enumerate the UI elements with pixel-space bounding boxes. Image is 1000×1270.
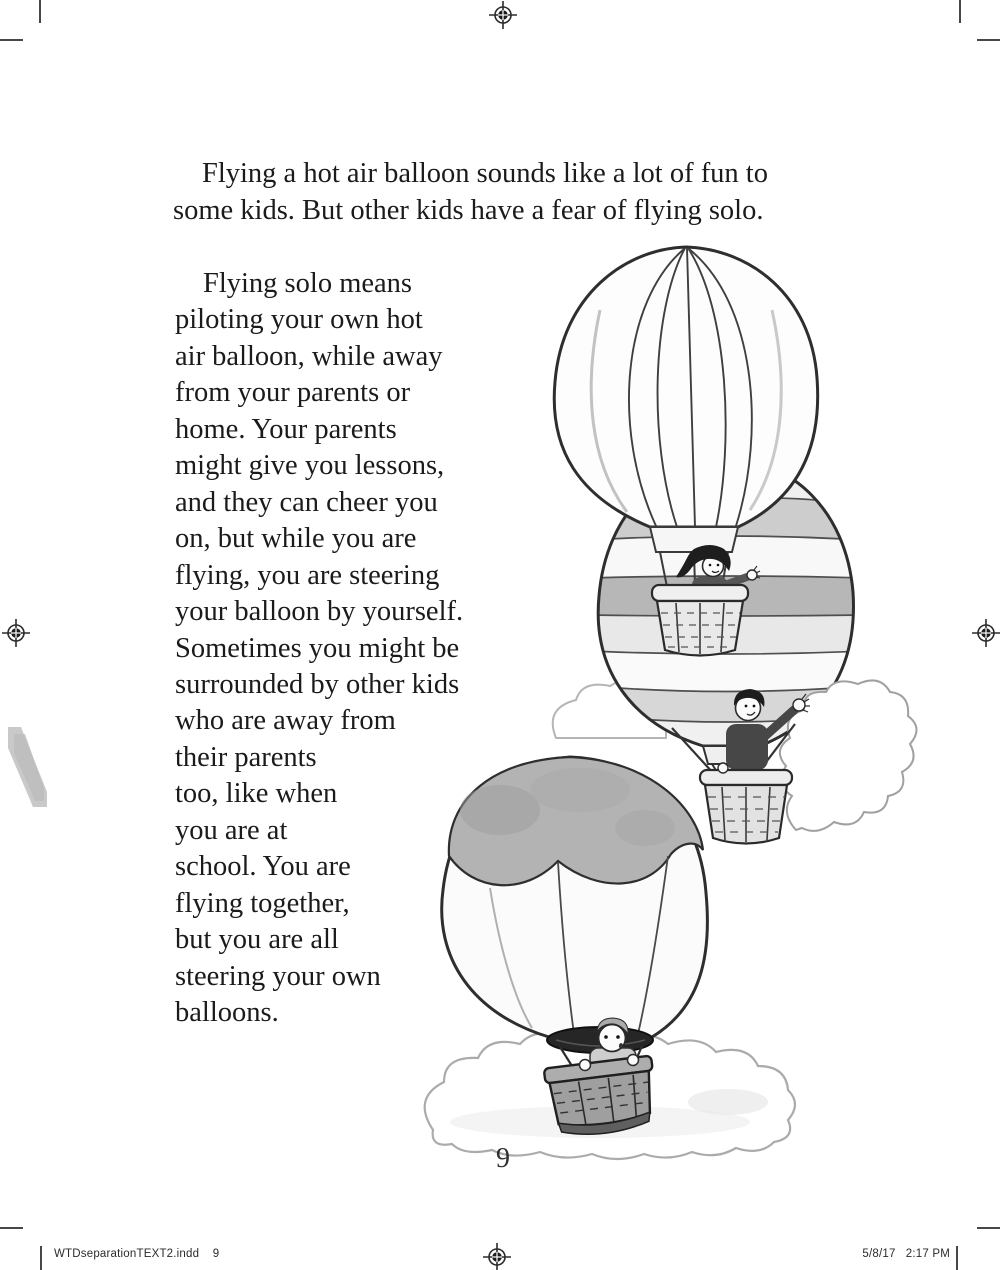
text-line: flying together,: [175, 887, 350, 919]
text-line: on, but while you are: [175, 523, 417, 555]
registration-mark-icon: [970, 617, 1000, 649]
registration-mark-icon: [481, 1241, 513, 1270]
text-line: and they can cheer you: [175, 486, 438, 518]
crop-mark: [0, 1227, 23, 1229]
text-line: too, like when: [175, 778, 338, 810]
registration-mark-icon: [487, 0, 519, 31]
basket-top: [652, 585, 748, 601]
footer-timestamp: 5/8/17 2:17 PM: [862, 1248, 950, 1260]
page-number: 9: [496, 1143, 510, 1174]
crop-mark: [977, 1227, 1000, 1229]
text-line: Flying solo means: [203, 268, 413, 299]
text-line: their parents: [175, 741, 317, 773]
text-line: balloons.: [175, 997, 279, 1029]
text-line: steering your own: [175, 960, 381, 992]
intro-paragraph: [173, 156, 768, 229]
text-line: Sometimes you might be: [175, 632, 460, 664]
text-line: some kids. But other kids have a fear of flying solo.: [173, 194, 764, 226]
body-paragraph: [175, 266, 463, 1032]
text-line: flying, you are steering: [175, 559, 440, 591]
text-line: from your parents or: [175, 377, 411, 409]
text-line: Flying a hot air balloon sounds like a lot of fun to: [202, 158, 768, 189]
text-line: but you are all: [175, 924, 339, 956]
text-line: air balloon, while away: [175, 340, 443, 372]
text-line: surrounded by other kids: [175, 668, 460, 700]
text-line: school. You are: [175, 851, 351, 883]
crop-mark: [39, 0, 41, 23]
text-line: piloting your own hot: [175, 304, 423, 336]
crop-mark: [977, 39, 1000, 41]
registration-mark-icon: [0, 617, 32, 649]
gray-smudge-mark: [8, 727, 47, 807]
text-line: who are away from: [175, 705, 396, 737]
text-line: you are at: [175, 814, 288, 846]
text-line: your balloon by yourself.: [175, 596, 464, 628]
crop-mark: [956, 1246, 958, 1270]
text-line: might give you lessons,: [175, 450, 445, 482]
crop-mark: [959, 0, 961, 23]
text-line: home. Your parents: [175, 413, 397, 445]
crop-mark: [0, 39, 23, 41]
footer-filename: WTDseparationTEXT2.indd 9: [54, 1248, 220, 1260]
crop-mark: [40, 1246, 42, 1270]
basket-middle: [700, 770, 792, 785]
